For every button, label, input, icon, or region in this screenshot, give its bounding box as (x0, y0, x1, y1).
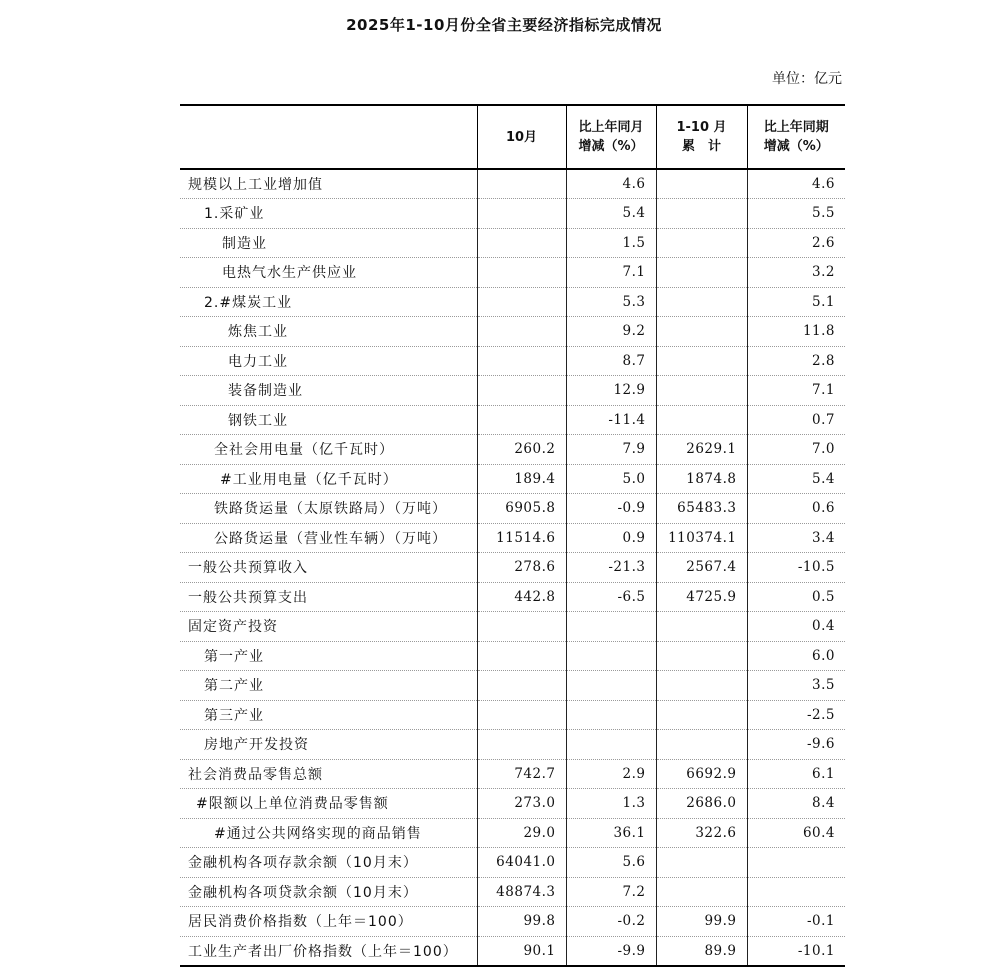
table-row (180, 877, 845, 907)
cell-month-yoy (566, 641, 656, 671)
row-label: 一般公共预算支出 (180, 582, 477, 612)
cell-cumulative-yoy: 0.4 (747, 612, 845, 642)
cell-month-yoy: 7.1 (566, 258, 656, 288)
header-cumulative (656, 105, 747, 169)
cell-month (477, 169, 566, 199)
cell-month-yoy: 12.9 (566, 376, 656, 406)
row-label: 炼焦工业 (180, 317, 477, 347)
cell-month: 273.0 (477, 789, 566, 819)
row-label: 社会消费品零售总额 (180, 759, 477, 789)
table-row (180, 464, 845, 494)
table-row (180, 848, 845, 878)
cell-month-yoy: 5.0 (566, 464, 656, 494)
cell-cumulative-yoy (747, 877, 845, 907)
table-row (180, 228, 845, 258)
row-label: 2.#煤炭工业 (180, 287, 477, 317)
table-row (180, 612, 845, 642)
table-row (180, 759, 845, 789)
row-label: 1.采矿业 (180, 199, 477, 229)
cell-month-yoy: 5.4 (566, 199, 656, 229)
cell-month-yoy (566, 730, 656, 760)
cell-month (477, 641, 566, 671)
cell-cumulative-yoy: 5.5 (747, 199, 845, 229)
header-month-yoy (566, 105, 656, 169)
cell-cumulative: 2629.1 (656, 435, 747, 465)
row-label: 装备制造业 (180, 376, 477, 406)
header-month-yoy-line2: 增减（%） (578, 139, 644, 154)
row-label: 金融机构各项贷款余额（10月末） (180, 877, 477, 907)
table-row (180, 287, 845, 317)
table-row (180, 169, 845, 199)
cell-month-yoy (566, 671, 656, 701)
header-month-label: 10月 (505, 129, 538, 145)
cell-cumulative-yoy (747, 848, 845, 878)
cell-month (477, 671, 566, 701)
cell-cumulative-yoy: -9.6 (747, 730, 845, 760)
cell-month-yoy: 7.9 (566, 435, 656, 465)
cell-month (477, 317, 566, 347)
cell-cumulative-yoy: 11.8 (747, 317, 845, 347)
cell-cumulative: 110374.1 (656, 523, 747, 553)
cell-month (477, 287, 566, 317)
row-label: 第二产业 (180, 671, 477, 701)
cell-month: 29.0 (477, 818, 566, 848)
cell-month: 11514.6 (477, 523, 566, 553)
cell-month: 6905.8 (477, 494, 566, 524)
table-row (180, 553, 845, 583)
cell-cumulative-yoy: 4.6 (747, 169, 845, 199)
cell-month-yoy: -9.9 (566, 936, 656, 966)
row-label: 铁路货运量（太原铁路局）（万吨） (180, 494, 477, 524)
cell-cumulative: 1874.8 (656, 464, 747, 494)
cell-cumulative (656, 228, 747, 258)
cell-cumulative-yoy: 6.0 (747, 641, 845, 671)
cell-cumulative-yoy: 3.4 (747, 523, 845, 553)
cell-cumulative-yoy: 7.1 (747, 376, 845, 406)
cell-month-yoy: 5.6 (566, 848, 656, 878)
page-title: 2025年1-10月份全省主要经济指标完成情况 (346, 16, 662, 34)
cell-month: 90.1 (477, 936, 566, 966)
table-row (180, 405, 845, 435)
cell-cumulative: 99.9 (656, 907, 747, 937)
cell-cumulative: 2686.0 (656, 789, 747, 819)
cell-month-yoy: 9.2 (566, 317, 656, 347)
row-label: #工业用电量（亿千瓦时） (180, 464, 477, 494)
row-label: 电热气水生产供应业 (180, 258, 477, 288)
cell-cumulative (656, 199, 747, 229)
cell-month-yoy: 4.6 (566, 169, 656, 199)
cell-cumulative-yoy: 0.6 (747, 494, 845, 524)
cell-cumulative (656, 287, 747, 317)
cell-month: 260.2 (477, 435, 566, 465)
header-month-yoy-line1: 比上年同月 (578, 120, 644, 135)
cell-cumulative-yoy: 6.1 (747, 759, 845, 789)
header-cumulative-yoy-line1: 比上年同期 (763, 120, 829, 135)
row-label: 全社会用电量（亿千瓦时） (180, 435, 477, 465)
cell-cumulative-yoy: 7.0 (747, 435, 845, 465)
cell-cumulative-yoy: 3.5 (747, 671, 845, 701)
cell-cumulative-yoy: 5.1 (747, 287, 845, 317)
unit-label: 单位：亿元 (772, 71, 842, 87)
cell-cumulative-yoy: 60.4 (747, 818, 845, 848)
cell-month-yoy: -0.9 (566, 494, 656, 524)
cell-cumulative (656, 405, 747, 435)
row-label: 金融机构各项存款余额（10月末） (180, 848, 477, 878)
table-header-row (180, 105, 845, 169)
cell-month (477, 612, 566, 642)
cell-cumulative (656, 700, 747, 730)
row-label: 电力工业 (180, 346, 477, 376)
cell-month (477, 199, 566, 229)
row-label: #通过公共网络实现的商品销售 (180, 818, 477, 848)
cell-cumulative: 322.6 (656, 818, 747, 848)
row-label: 钢铁工业 (180, 405, 477, 435)
row-label: 一般公共预算收入 (180, 553, 477, 583)
cell-month (477, 730, 566, 760)
cell-month: 742.7 (477, 759, 566, 789)
cell-month: 278.6 (477, 553, 566, 583)
cell-month-yoy: -0.2 (566, 907, 656, 937)
table-row (180, 317, 845, 347)
cell-month (477, 376, 566, 406)
row-label: 第一产业 (180, 641, 477, 671)
cell-month (477, 405, 566, 435)
cell-month-yoy: -21.3 (566, 553, 656, 583)
table-row (180, 199, 845, 229)
table-row (180, 523, 845, 553)
cell-cumulative-yoy: -10.1 (747, 936, 845, 966)
table-row (180, 346, 845, 376)
table-row (180, 494, 845, 524)
cell-cumulative (656, 641, 747, 671)
row-label: 规模以上工业增加值 (180, 169, 477, 199)
row-label: 居民消费价格指数（上年＝100） (180, 907, 477, 937)
cell-month (477, 346, 566, 376)
header-cumulative-line1: 1-10 月 (676, 120, 727, 135)
cell-cumulative: 4725.9 (656, 582, 747, 612)
row-label: 固定资产投资 (180, 612, 477, 642)
cell-month-yoy: -11.4 (566, 405, 656, 435)
cell-month-yoy: 0.9 (566, 523, 656, 553)
cell-month-yoy: -6.5 (566, 582, 656, 612)
cell-month-yoy (566, 612, 656, 642)
cell-cumulative: 89.9 (656, 936, 747, 966)
cell-cumulative-yoy: 8.4 (747, 789, 845, 819)
row-label: 制造业 (180, 228, 477, 258)
cell-cumulative-yoy: 3.2 (747, 258, 845, 288)
cell-month-yoy: 1.3 (566, 789, 656, 819)
cell-month (477, 700, 566, 730)
table-row (180, 435, 845, 465)
cell-month: 48874.3 (477, 877, 566, 907)
cell-cumulative: 6692.9 (656, 759, 747, 789)
cell-month-yoy: 1.5 (566, 228, 656, 258)
cell-cumulative (656, 169, 747, 199)
cell-cumulative (656, 346, 747, 376)
row-label: 工业生产者出厂价格指数（上年＝100） (180, 936, 477, 966)
cell-cumulative (656, 376, 747, 406)
cell-month-yoy: 8.7 (566, 346, 656, 376)
cell-cumulative (656, 612, 747, 642)
cell-month-yoy (566, 700, 656, 730)
cell-month (477, 228, 566, 258)
cell-cumulative (656, 258, 747, 288)
table-row (180, 671, 845, 701)
header-cumulative-yoy (747, 105, 845, 169)
cell-cumulative-yoy: 2.6 (747, 228, 845, 258)
cell-month-yoy: 36.1 (566, 818, 656, 848)
cell-cumulative-yoy: -0.1 (747, 907, 845, 937)
cell-cumulative: 2567.4 (656, 553, 747, 583)
cell-month: 64041.0 (477, 848, 566, 878)
row-label: 房地产开发投资 (180, 730, 477, 760)
table-row (180, 730, 845, 760)
table-row (180, 376, 845, 406)
cell-month-yoy: 7.2 (566, 877, 656, 907)
cell-cumulative-yoy: 0.5 (747, 582, 845, 612)
row-label: 公路货运量（营业性车辆）（万吨） (180, 523, 477, 553)
table-row (180, 818, 845, 848)
cell-month (477, 258, 566, 288)
cell-month: 99.8 (477, 907, 566, 937)
table-row (180, 700, 845, 730)
header-indicator (180, 105, 477, 169)
cell-cumulative-yoy: -2.5 (747, 700, 845, 730)
table-row (180, 641, 845, 671)
cell-cumulative-yoy: 5.4 (747, 464, 845, 494)
table-row (180, 789, 845, 819)
table-row (180, 258, 845, 288)
table-row (180, 936, 845, 966)
cell-cumulative (656, 848, 747, 878)
cell-month-yoy: 2.9 (566, 759, 656, 789)
cell-cumulative-yoy: -10.5 (747, 553, 845, 583)
row-label: #限额以上单位消费品零售额 (180, 789, 477, 819)
table-row (180, 907, 845, 937)
cell-cumulative (656, 877, 747, 907)
cell-month: 442.8 (477, 582, 566, 612)
cell-cumulative (656, 730, 747, 760)
indicator-table (180, 104, 845, 967)
cell-cumulative (656, 671, 747, 701)
table-row (180, 582, 845, 612)
cell-month-yoy: 5.3 (566, 287, 656, 317)
row-label: 第三产业 (180, 700, 477, 730)
header-cumulative-yoy-line2: 增减（%） (763, 139, 829, 154)
cell-cumulative-yoy: 2.8 (747, 346, 845, 376)
cell-cumulative-yoy: 0.7 (747, 405, 845, 435)
cell-cumulative: 65483.3 (656, 494, 747, 524)
cell-month: 189.4 (477, 464, 566, 494)
header-month (477, 105, 566, 169)
header-cumulative-line2: 累 计 (681, 139, 721, 154)
cell-cumulative (656, 317, 747, 347)
